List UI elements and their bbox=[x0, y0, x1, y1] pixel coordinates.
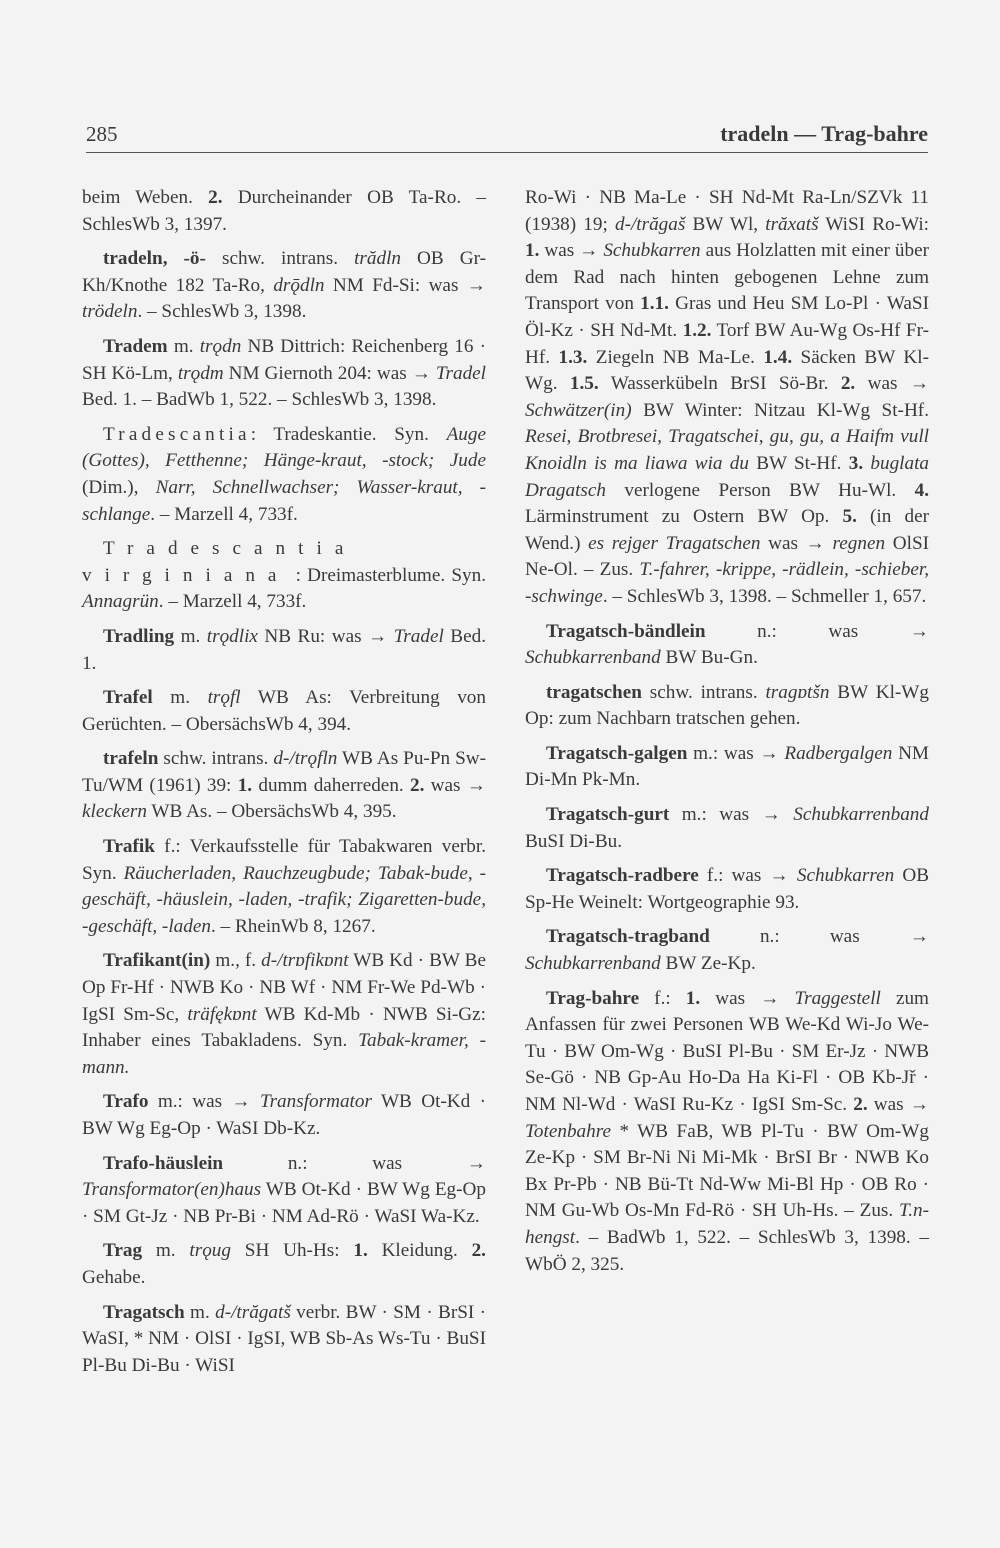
entry-text: NM Fd-Si: was → bbox=[324, 274, 486, 296]
entry-text: schw. intrans. bbox=[158, 748, 274, 770]
left-column bbox=[82, 185, 486, 1387]
italic-form: T.n-hengst bbox=[525, 1200, 929, 1248]
italic-form: Transformator bbox=[259, 1091, 372, 1113]
entry-text: aus Holzlatten mit einer über dem Rad nach hinten gebogenen Lehne zum Transport von bbox=[525, 240, 929, 315]
italic-form: Tradel bbox=[435, 362, 487, 384]
headword: tragatschen bbox=[546, 681, 642, 703]
entry-text: BW Wl, bbox=[685, 213, 766, 235]
entry-text: Durcheinander OB Ta-Ro. – SchlesWb 3, 1397. bbox=[82, 187, 486, 235]
entry-tragatsch-gurt bbox=[525, 802, 929, 855]
entry-text: n.: was → bbox=[223, 1152, 486, 1174]
italic-form: Schubkarrenband bbox=[793, 804, 929, 826]
italic-form: T.-fahrer, -krippe, -rädlein, -schieber, -schwinge bbox=[525, 559, 929, 607]
page-number: 285 bbox=[86, 122, 118, 146]
entry-text: BW Ze-Kp. bbox=[660, 953, 756, 975]
entry-text: . – SchlesWb 3, 1398. – Schmeller 1, 657. bbox=[602, 585, 927, 607]
entry-text: beim Weben. bbox=[82, 187, 209, 208]
headword: 5. bbox=[842, 506, 857, 528]
italic-form: Tradel bbox=[393, 625, 444, 647]
italic-form: buglata Dragatsch bbox=[525, 452, 930, 501]
headword: Tradem bbox=[103, 335, 168, 357]
entry-tragatsch-galgen bbox=[525, 741, 929, 794]
headword: 4. bbox=[914, 479, 929, 501]
entry-text: Tradescantia bbox=[103, 423, 251, 445]
entry-text: m.: was → bbox=[669, 804, 794, 826]
entry-text: was → bbox=[867, 1094, 929, 1115]
headword: 2. bbox=[853, 1094, 868, 1115]
italic-form: tragɒtšn bbox=[765, 681, 830, 703]
entry-tradescantia-virginiana bbox=[82, 536, 486, 616]
italic-form: trǫug bbox=[189, 1240, 231, 1262]
entry-trag bbox=[82, 1238, 486, 1291]
italic-form: Annagrün bbox=[82, 591, 159, 613]
italic-form: es rejger Tragatschen bbox=[588, 532, 761, 554]
entry-text: BuSI Di-Bu. bbox=[525, 830, 623, 852]
entry-text: m. bbox=[174, 625, 207, 647]
italic-form: trǫdlix bbox=[206, 625, 258, 647]
entry-text: WB Kd-Mb · NWB Si-Gz: Inhaber eines Tabakladens. Syn. bbox=[82, 1003, 487, 1052]
entry-text: f.: bbox=[639, 987, 686, 1009]
entry-text: Bed. 1. bbox=[82, 625, 486, 674]
entry-tradescantia bbox=[82, 422, 486, 528]
entry-text: SH Uh-Hs: bbox=[230, 1240, 354, 1262]
headword: 2. bbox=[840, 373, 856, 395]
headword: Tragatsch-tragband bbox=[546, 926, 710, 948]
entry-text: Ro-Wi · NB Ma-Le · SH Nd-Mt Ra-Ln/SZVk 11 (1938) 19; bbox=[525, 187, 929, 235]
entry-tragatschen bbox=[525, 680, 929, 733]
italic-form: Räucherladen, Rauchzeugbude; Tabak-bude, -geschäft, -häuslein, -laden, -trafik; Zigaretten-bude, -geschäft, -laden bbox=[82, 862, 487, 937]
headword: Trafo-häuslein bbox=[103, 1152, 224, 1174]
entry-text: n.: was → bbox=[709, 926, 929, 948]
entry-text: NM Giernoth 204: was → bbox=[223, 362, 436, 384]
italic-form: Traggestell bbox=[794, 987, 881, 1009]
headword: Tragatsch bbox=[103, 1301, 185, 1323]
headword: Trafel bbox=[103, 687, 153, 709]
entry-text: (Dim.), bbox=[82, 476, 156, 498]
entry-text: : Tradeskantie. Syn. bbox=[250, 423, 447, 445]
headword: 1.2. bbox=[682, 319, 712, 341]
entry-text: verbr. BW · SM · BrSI · WaSI, * NM · OlSI · IgSI, WB Sb-As Ws-Tu · BuSI Pl-Bu Di-Bu · WiSI bbox=[82, 1301, 486, 1376]
entry-text: NB Ru: was → bbox=[257, 625, 394, 647]
headword: 2. bbox=[410, 774, 425, 796]
entry-text: Säcken BW Kl-Wg. bbox=[525, 346, 929, 395]
entry-tradem bbox=[82, 334, 486, 414]
headword: Tragatsch-bändlein bbox=[546, 620, 706, 642]
entry-text: BW Kl-Wg Op: zum Nachbarn tratschen gehen. bbox=[525, 681, 929, 730]
entry-text: * WB FaB, WB Pl-Tu · BW Om-Wg Ze-Kp · SM Br-Ni Ni Mi-Mk · BrSI Br · NWB Ko Bx Pr-Pb · NB Bü-Tt Nd-Ww Mi-Bl Hp · OB Ro · NM Gu-Wb Os-Mn Fd-Rö · SH Uh-Hs. – Zus. bbox=[525, 1120, 929, 1222]
italic-form: trǫfl bbox=[207, 687, 241, 709]
entry-text: Lärminstrument zu Ostern BW Op. bbox=[525, 506, 843, 528]
headword: Trag bbox=[103, 1240, 143, 1262]
entry-text: : Dreimasterblume. Syn. bbox=[289, 564, 486, 586]
headword: tradeln, -ö- bbox=[103, 248, 206, 270]
entry-text: BW Winter: Nitzau Kl-Wg St-Hf. bbox=[631, 399, 929, 421]
entry-text: verlogene Person BW Hu-Wl. bbox=[606, 479, 915, 501]
italic-form: Tabak-kramer, -mann. bbox=[82, 1030, 486, 1078]
italic-form: träfękɒnt bbox=[187, 1003, 257, 1025]
headword: 1.1. bbox=[640, 293, 669, 315]
entry-text: WB As. – ObersächsWb 4, 395. bbox=[146, 801, 397, 823]
italic-form: d-/trăgaš bbox=[614, 213, 686, 235]
entry-text: m. bbox=[184, 1301, 216, 1323]
italic-form: Resei, Brotbresei, Tragatschei, gu, gu, a Haifm vull Knoidln is ma liawa wia du bbox=[525, 426, 929, 474]
headword: Tragatsch-gurt bbox=[546, 804, 670, 826]
italic-form: trǫdn bbox=[199, 335, 242, 357]
entry-text: . – RheinWb 8, 1267. bbox=[210, 915, 376, 937]
entry-text: m.: was → bbox=[687, 742, 785, 764]
headword: 2. bbox=[208, 187, 223, 208]
entry-text: . – Marzell 4, 733f. bbox=[150, 503, 298, 525]
entry-text: BW St-Hf. bbox=[748, 452, 849, 474]
italic-form: Schubkarrenband bbox=[525, 647, 661, 669]
entry-text: WB Ot-Kd · BW Wg Eg-Op · WaSI Db-Kz. bbox=[82, 1091, 486, 1139]
entry-text: f.: was → bbox=[698, 865, 797, 887]
entry-text: Gehabe. bbox=[82, 1266, 146, 1288]
right-column bbox=[525, 185, 929, 1286]
italic-form: trăxatš bbox=[765, 213, 819, 235]
headword: Trafikant(in) bbox=[103, 950, 211, 972]
entry-text: NM Di-Mn Pk-Mn. bbox=[525, 742, 929, 791]
entry-text: was → bbox=[424, 774, 486, 796]
italic-form: regnen bbox=[832, 532, 886, 554]
entry-text: schw. intrans. bbox=[205, 248, 355, 270]
entry-trafo bbox=[82, 1089, 486, 1142]
entry-text: WB As Pu-Pn Sw-Tu/WM (1961) 39: bbox=[82, 748, 486, 796]
entry-text: m. bbox=[167, 335, 200, 357]
headword: Tragatsch-galgen bbox=[546, 742, 688, 764]
entry-text: WiSI Ro-Wi: bbox=[818, 213, 930, 235]
headword: Trag-bahre bbox=[546, 987, 640, 1009]
entry-text: BW Bu-Gn. bbox=[660, 647, 758, 669]
entry-text: Wasserkübeln BrSI Sö-Br. bbox=[598, 373, 841, 395]
entry-trafo-haeuslein bbox=[82, 1151, 486, 1231]
entry-trafik bbox=[82, 834, 486, 940]
entry-tragatsch-radbere bbox=[525, 863, 929, 916]
entry-text: f.: Verkaufsstelle für Tabakwaren verbr. Syn. bbox=[82, 836, 486, 884]
entry-text: WB Ot-Kd · BW Wg Eg-Op · SM Gt-Jz · NB Pr-Bi · NM Ad-Rö · WaSI Wa-Kz. bbox=[82, 1179, 486, 1227]
headword: 3. bbox=[848, 452, 864, 474]
headword: Tradling bbox=[103, 625, 175, 647]
entry-text: n.: was → bbox=[705, 620, 929, 642]
entry-text: Torf BW Au-Wg Os-Hf Fr-Hf. bbox=[525, 319, 929, 368]
entry-tragatsch bbox=[82, 1300, 486, 1380]
entry-text: m., f. bbox=[210, 950, 262, 972]
entry-trafel bbox=[82, 685, 486, 738]
italic-form: trödeln bbox=[82, 301, 138, 323]
entry-trafikant bbox=[82, 948, 486, 1081]
entry-text: . – SchlesWb 3, 1398. bbox=[137, 301, 307, 323]
italic-form: trǫdm bbox=[177, 362, 224, 384]
italic-form: Radbergalgen bbox=[784, 742, 893, 764]
entry-text: (in der Wend.) bbox=[525, 506, 929, 554]
entry-text: Ziegeln NB Ma-Le. bbox=[587, 346, 764, 368]
headword: Trafo bbox=[103, 1091, 149, 1113]
entry-tragatsch-cont bbox=[525, 185, 929, 611]
headword: trafeln bbox=[103, 748, 159, 770]
entry-text: Gras und Heu SM Lo-Pl · WaSI Öl-Kz · SH Nd-Mt. bbox=[525, 293, 929, 341]
entry-tragatsch-tragband bbox=[525, 924, 929, 977]
entry-text: zum Anfassen für zwei Personen WB We-Kd Wi-Jo We-Tu · BW Om-Wg · BuSI Pl-Bu · SM Er-Jz · NWB Se-Gö · NB Gp-Au Ho-Da Ha Ki-Fl · OB Kb-Jř · NM Nl-Wd · WaSI Ru-Kz · IgSI Sm-Sc. bbox=[525, 987, 929, 1115]
entry-text: WB As: Verbreitung von Gerüchten. – ObersächsWb 4, 394. bbox=[82, 687, 486, 735]
entry-text: m.: was → bbox=[148, 1091, 260, 1113]
headword: Trafik bbox=[103, 836, 155, 858]
entry-text: OB Sp-He Weinelt: Wortgeographie 93. bbox=[525, 865, 930, 913]
italic-form: d-/trǫfln bbox=[273, 748, 338, 770]
italic-form: Schubkarrenband bbox=[525, 953, 661, 975]
headword: 1. bbox=[237, 774, 253, 796]
italic-form: drǭdln bbox=[273, 274, 325, 296]
headword: 2. bbox=[471, 1240, 486, 1262]
entry-tradling bbox=[82, 624, 486, 677]
entry-text: m. bbox=[142, 1240, 190, 1262]
entry-text: dumm daherreden. bbox=[252, 774, 410, 796]
headword: 1. bbox=[525, 240, 540, 262]
entry-text: was → bbox=[855, 373, 930, 395]
italic-form: Schubkarren bbox=[603, 240, 701, 262]
entry-tragatsch-baendlein bbox=[525, 619, 929, 672]
entry-cont bbox=[82, 185, 486, 238]
italic-form: Schwätzer(in) bbox=[525, 399, 632, 421]
entry-text: was → bbox=[760, 532, 833, 554]
page-header bbox=[86, 120, 928, 153]
running-head: tradeln — Trag-bahre bbox=[720, 121, 928, 146]
headword: 1. bbox=[353, 1240, 368, 1262]
italic-form: Auge (Gottes), Fetthenne; Hänge-kraut, -stock; Jude bbox=[82, 423, 486, 472]
entry-trafeln bbox=[82, 746, 486, 826]
entry-text: Kleidung. bbox=[367, 1240, 472, 1262]
entry-text: Tradescantia virginiana bbox=[82, 538, 357, 586]
entry-text: NB Dittrich: Reichenberg 16 · SH Kö-Lm, bbox=[82, 335, 486, 384]
italic-form: Schubkarren bbox=[796, 865, 895, 887]
italic-form: d-/trɒfikɒnt bbox=[261, 950, 349, 972]
entry-text: Bed. 1. – BadWb 1, 522. – SchlesWb 3, 1398. bbox=[82, 389, 437, 411]
entry-text: OlSI Ne-Ol. – Zus. bbox=[525, 532, 930, 581]
entry-text: schw. intrans. bbox=[641, 681, 766, 703]
headword: Tragatsch-radbere bbox=[546, 865, 699, 887]
entry-text: WB Kd · BW Be Op Fr-Hf · NWB Ko · NB Wf · NM Fr-We Pd-Wb · IgSI Sm-Sc, bbox=[82, 950, 486, 1025]
headword: 1. bbox=[685, 987, 701, 1009]
italic-form: Narr, Schnellwachser; Wasser-kraut, -schlange bbox=[82, 476, 486, 525]
italic-form: d-/trăgatš bbox=[215, 1301, 291, 1323]
headword: 1.3. bbox=[558, 346, 588, 368]
italic-form: kleckern bbox=[82, 801, 147, 823]
headword: 1.5. bbox=[569, 373, 599, 395]
entry-text: m. bbox=[152, 687, 208, 709]
italic-form: Totenbahre bbox=[525, 1120, 611, 1142]
entry-text: . – BadWb 1, 522. – SchlesWb 3, 1398. – WbÖ 2, 325. bbox=[525, 1226, 929, 1275]
entry-text: was → bbox=[539, 240, 604, 262]
entry-text: . – Marzell 4, 733f. bbox=[158, 591, 307, 613]
italic-form: Transformator(en)haus bbox=[82, 1179, 262, 1201]
entry-text: was → bbox=[700, 987, 795, 1009]
entry-trag-bahre bbox=[525, 986, 929, 1279]
headword: 1.4. bbox=[763, 346, 793, 368]
entry-tradeln bbox=[82, 246, 486, 326]
italic-form: trădln bbox=[354, 248, 401, 270]
entry-text: OB Gr-Kh/Knothe 182 Ta-Ro, bbox=[82, 248, 487, 296]
